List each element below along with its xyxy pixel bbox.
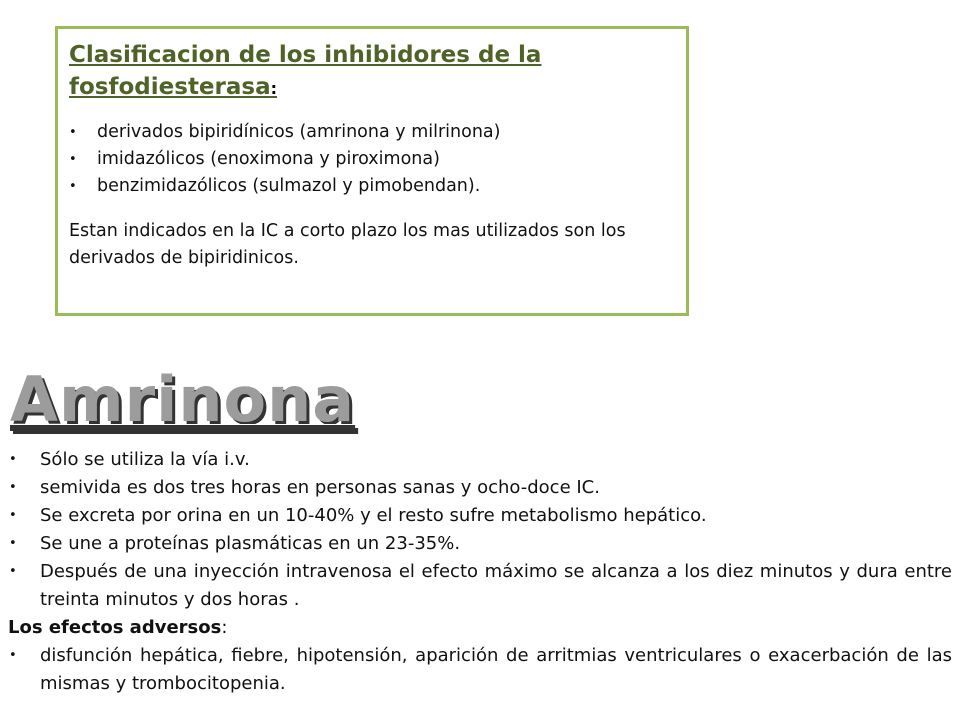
bullet-icon: •: [9, 452, 17, 467]
amrinona-content: [8, 446, 952, 698]
list-item: [8, 530, 952, 558]
list-item-text: Se excreta por orina en un 10-40% y el resto sufre metabolismo hepático.: [40, 505, 707, 526]
bullet-icon: •: [9, 648, 17, 663]
amrinona-heading: Amrinona: [10, 363, 356, 436]
list-item: [8, 642, 952, 698]
box-title: [69, 39, 674, 105]
bullet-icon: •: [9, 536, 17, 551]
box-title-text: Clasificacion de los inhibidores de la fosfodiesterasa: [69, 42, 542, 100]
bullet-icon: •: [69, 152, 77, 167]
list-item-text: Se une a proteínas plasmáticas en un 23-35%.: [40, 533, 461, 554]
list-item: [8, 502, 952, 530]
list-item-text: Después de una inyección intravenosa el efecto máximo se alcanza a los diez minutos y dura entre treinta minutos y dos horas .: [40, 561, 952, 610]
bullet-icon: •: [9, 564, 17, 579]
box-note: Estan indicados en la IC a corto plazo los mas utilizados son los derivados de bipiridinicos.: [69, 221, 626, 268]
adverse-effects-label: Los efectos adversos: [8, 617, 222, 638]
box-title-colon: :: [270, 79, 278, 98]
classification-box: [55, 26, 689, 316]
list-item-text: Sólo se utiliza la vía i.v.: [40, 449, 250, 470]
adverse-effects-colon: :: [221, 617, 228, 638]
list-item: [8, 446, 952, 474]
list-item-text: semivida es dos tres horas en personas sanas y ocho-doce IC.: [40, 477, 600, 498]
list-item: [69, 173, 674, 200]
list-item-text: benzimidazólicos (sulmazol y pimobendan).: [97, 176, 481, 196]
adverse-effects-heading: [8, 614, 952, 642]
list-item-text: derivados bipiridínicos (amrinona y milrinona): [97, 122, 501, 142]
list-item-text: imidazólicos (enoximona y piroximona): [97, 149, 440, 169]
list-item: [69, 146, 674, 173]
list-item: [8, 474, 952, 502]
adverse-effects-list: [8, 642, 952, 698]
list-item: [8, 558, 952, 614]
bullet-icon: •: [9, 508, 17, 523]
list-item: [69, 119, 674, 146]
list-item-text: disfunción hepática, fiebre, hipotensión, aparición de arritmias ventriculares o exacerbación de las mismas y trombocitopenia.: [40, 645, 952, 694]
inhibitor-list: [69, 119, 674, 200]
bullet-icon: •: [69, 179, 77, 194]
amrinona-bullet-list: [8, 446, 952, 614]
bullet-icon: •: [69, 125, 77, 140]
bullet-icon: •: [9, 480, 17, 495]
